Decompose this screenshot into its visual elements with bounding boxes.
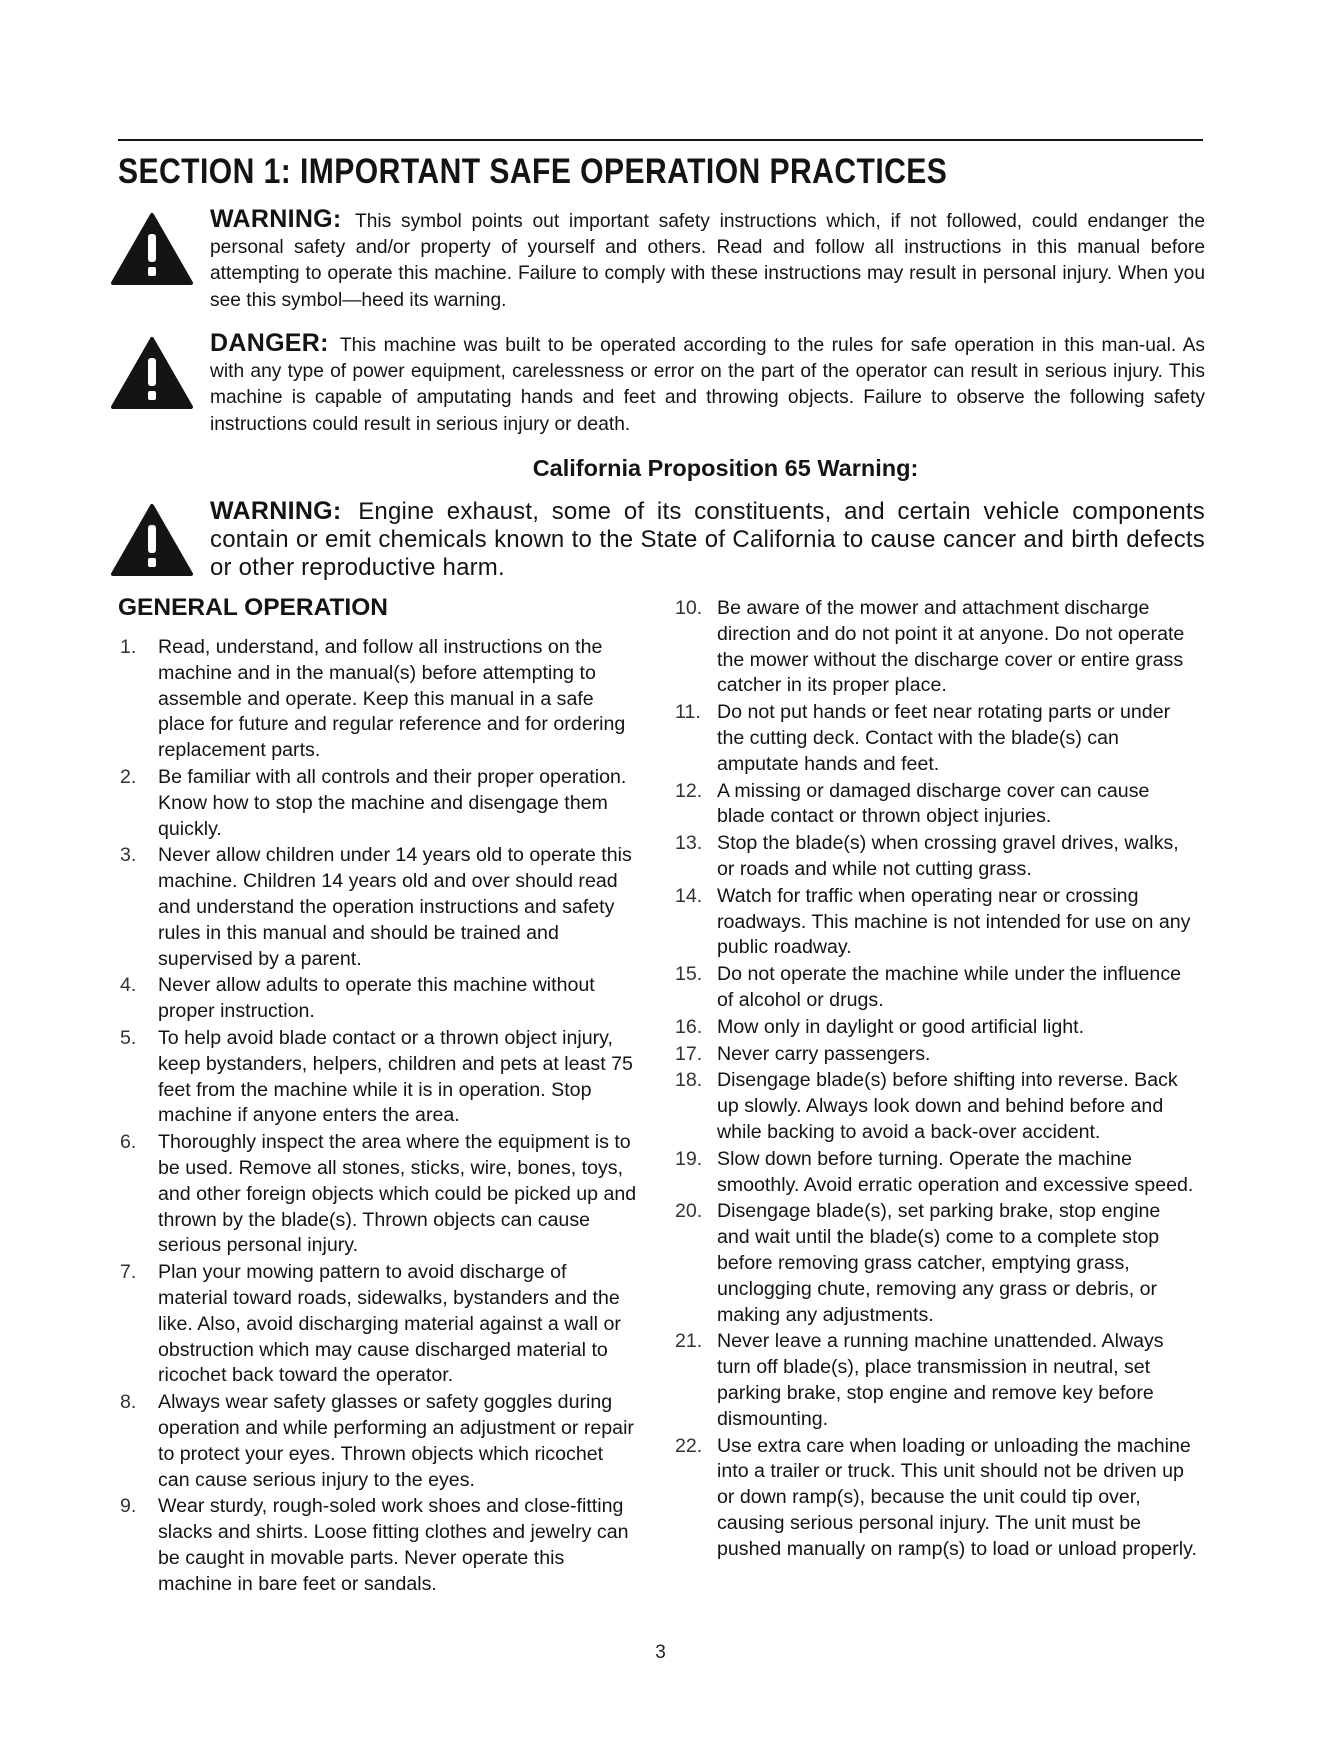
item-number: 4. bbox=[120, 974, 137, 997]
item-number: 21. bbox=[675, 1330, 703, 1353]
item-number: 12. bbox=[675, 779, 703, 802]
item-number: 1. bbox=[120, 636, 137, 658]
general-operation-list-right bbox=[677, 596, 1197, 1563]
list-item bbox=[120, 635, 640, 764]
list-item bbox=[677, 779, 1197, 831]
item-text: Never leave a running machine unattended. Always turn off blade(s), place transmission in neutral, set parking brake, stop engine and remove key before dismounting. bbox=[717, 1330, 1164, 1430]
item-text: Never allow adults to operate this machine without proper instruction. bbox=[158, 974, 595, 1023]
item-number: 10. bbox=[675, 597, 703, 619]
item-text: Wear sturdy, rough-soled work shoes and close-fitting slacks and shirts. Loose fitting clothes and jewelry can be caught in movable parts. Never operate this machine in bare feet or sandals. bbox=[158, 1495, 629, 1595]
prop65-warning-notice bbox=[110, 497, 1205, 587]
notice-text bbox=[210, 206, 1205, 314]
general-operation-list-left bbox=[120, 635, 640, 1598]
list-item bbox=[677, 1147, 1197, 1199]
list-item bbox=[120, 1026, 640, 1129]
item-number: 6. bbox=[120, 1131, 137, 1154]
item-number: 3. bbox=[120, 844, 137, 867]
item-text: A missing or damaged discharge cover can cause blade contact or thrown object injuries. bbox=[717, 779, 1150, 828]
item-number: 15. bbox=[675, 963, 703, 986]
list-item bbox=[120, 1130, 640, 1259]
warning-triangle-icon bbox=[110, 212, 194, 286]
list-item bbox=[677, 700, 1197, 777]
item-number: 14. bbox=[675, 884, 703, 907]
item-text: Do not operate the machine while under the influence of alcohol or drugs. bbox=[717, 963, 1182, 1011]
list-item bbox=[120, 973, 640, 1025]
item-text: Be aware of the mower and attachment discharge direction and do not point it at anyone. Do not operate the mower without the discharge cover or entire grass catcher in its proper place. bbox=[717, 597, 1185, 697]
list-item bbox=[677, 1329, 1197, 1432]
item-text: Be familiar with all controls and their proper operation. Know how to stop the machine and disengage them quickly. bbox=[158, 765, 627, 840]
item-number: 17. bbox=[675, 1042, 703, 1065]
list-item bbox=[677, 1015, 1197, 1041]
item-text: Slow down before turning. Operate the machine smoothly. Avoid erratic operation and excessive speed. bbox=[717, 1147, 1194, 1196]
notice-body: This symbol points out important safety instructions which, if not followed, could endanger the personal safety and/or property of yourself and others. Read and follow all instructions in this manual before attempting to operate this machine. Failure to comply with these instructions may result in personal injury. When you see this symbol—heed its warning. bbox=[210, 211, 1206, 311]
item-text: Stop the blade(s) when crossing gravel drives, walks, or roads and while not cutting grass. bbox=[717, 832, 1179, 880]
item-text: Never carry passengers. bbox=[717, 1042, 931, 1065]
danger-notice bbox=[110, 330, 1205, 440]
list-item bbox=[120, 1494, 640, 1597]
list-item bbox=[120, 765, 640, 842]
item-text: Always wear safety glasses or safety goggles during operation and while performing an adjustment or repair to protect your eyes. Thrown objects which ricochet can cause serious injury to the eyes. bbox=[158, 1391, 634, 1491]
warning-triangle-icon bbox=[110, 503, 194, 577]
item-text: Never allow children under 14 years old to operate this machine. Children 14 years old and over should read and understand the operation instructions and safety rules in this manual and should be trained and supervised by a parent. bbox=[158, 844, 632, 970]
item-number: 16. bbox=[675, 1015, 703, 1038]
item-number: 22. bbox=[675, 1434, 703, 1457]
item-number: 5. bbox=[120, 1026, 137, 1049]
list-item bbox=[677, 1199, 1197, 1328]
item-text: Mow only in daylight or good artificial light. bbox=[717, 1015, 1085, 1038]
warning-triangle-icon bbox=[110, 336, 194, 410]
item-text: Read, understand, and follow all instructions on the machine and in the manual(s) before attempting to assemble and operate. Keep this manual in a safe place for future and regular reference and for ordering replacement parts. bbox=[158, 636, 626, 762]
list-item bbox=[120, 843, 640, 972]
list-item bbox=[677, 831, 1197, 883]
notice-body: Engine exhaust, some of its constituents, and certain vehicle components contain or emit chemicals known to the State of California to cause cancer and birth defects or other reproductive harm. bbox=[210, 498, 1205, 581]
item-text: To help avoid blade contact or a thrown object injury, keep bystanders, helpers, children and pets at least 75 feet from the machine while it is in operation. Stop machine if anyone enters the area. bbox=[158, 1026, 633, 1127]
item-text: Use extra care when loading or unloading the machine into a trailer or truck. This unit should not be driven up or down ramp(s), because the unit could tip over, causing serious personal injury. The unit must be pushed manually on ramp(s) to load or unload properly. bbox=[717, 1434, 1197, 1560]
warning-notice-general bbox=[110, 206, 1205, 316]
list-item bbox=[120, 1390, 640, 1493]
section-title: SECTION 1: IMPORTANT SAFE OPERATION PRACTICES bbox=[118, 152, 948, 191]
item-number: 13. bbox=[675, 832, 703, 855]
item-text: Watch for traffic when operating near or crossing roadways. This machine is not intended for use on any public roadway. bbox=[717, 884, 1191, 959]
prop65-title: California Proposition 65 Warning: bbox=[532, 455, 919, 481]
top-rule bbox=[118, 139, 1203, 141]
general-operation-title: GENERAL OPERATION bbox=[118, 594, 388, 621]
page-number: 3 bbox=[655, 1642, 666, 1663]
notice-text bbox=[210, 497, 1205, 582]
list-item bbox=[677, 596, 1197, 699]
list-item bbox=[677, 1434, 1197, 1563]
item-text: Do not put hands or feet near rotating parts or under the cutting deck. Contact with the blade(s) can amputate hands and feet. bbox=[717, 701, 1171, 775]
notice-label: WARNING: bbox=[210, 205, 342, 233]
notice-label: DANGER: bbox=[210, 329, 329, 357]
item-number: 7. bbox=[120, 1261, 137, 1284]
notice-label: WARNING: bbox=[210, 497, 342, 525]
item-number: 2. bbox=[120, 765, 137, 788]
list-item bbox=[677, 1042, 1197, 1068]
list-item bbox=[677, 1068, 1197, 1145]
item-number: 9. bbox=[120, 1495, 137, 1518]
item-number: 19. bbox=[675, 1147, 703, 1170]
item-number: 20. bbox=[675, 1200, 703, 1223]
list-item bbox=[677, 884, 1197, 961]
item-text: Plan your mowing pattern to avoid discharge of material toward roads, sidewalks, bystanders and the like. Also, avoid discharging material against a wall or obstruction which may cause discharged material to ricochet back toward the operator. bbox=[158, 1261, 621, 1387]
item-number: 18. bbox=[675, 1069, 703, 1092]
list-item bbox=[677, 962, 1197, 1014]
list-item bbox=[120, 1260, 640, 1389]
item-text: Disengage blade(s) before shifting into reverse. Back up slowly. Always look down and behind before and while backing to avoid a back-over accident. bbox=[717, 1069, 1178, 1143]
notice-body: This machine was built to be operated according to the rules for safe operation in this man-ual. As with any type of power equipment, carelessness or error on the part of the operator can result in serious injury. This machine is capable of amputating hands and feet and throwing objects. Failure to observe the following safety instructions could result in serious injury or death. bbox=[210, 335, 1205, 435]
notice-text bbox=[210, 330, 1205, 438]
item-number: 11. bbox=[675, 701, 701, 724]
item-text: Disengage blade(s), set parking brake, stop engine and wait until the blade(s) come to a complete stop before removing grass catcher, emptying grass, unclogging chute, removing any grass or debris, or making any adjustments. bbox=[717, 1200, 1161, 1326]
item-number: 8. bbox=[120, 1391, 137, 1414]
item-text: Thoroughly inspect the area where the equipment is to be used. Remove all stones, sticks, wire, bones, toys, and other foreign objects which could be picked up and thrown by the blade(s). Thrown objects can cause serious personal injury. bbox=[158, 1131, 637, 1257]
